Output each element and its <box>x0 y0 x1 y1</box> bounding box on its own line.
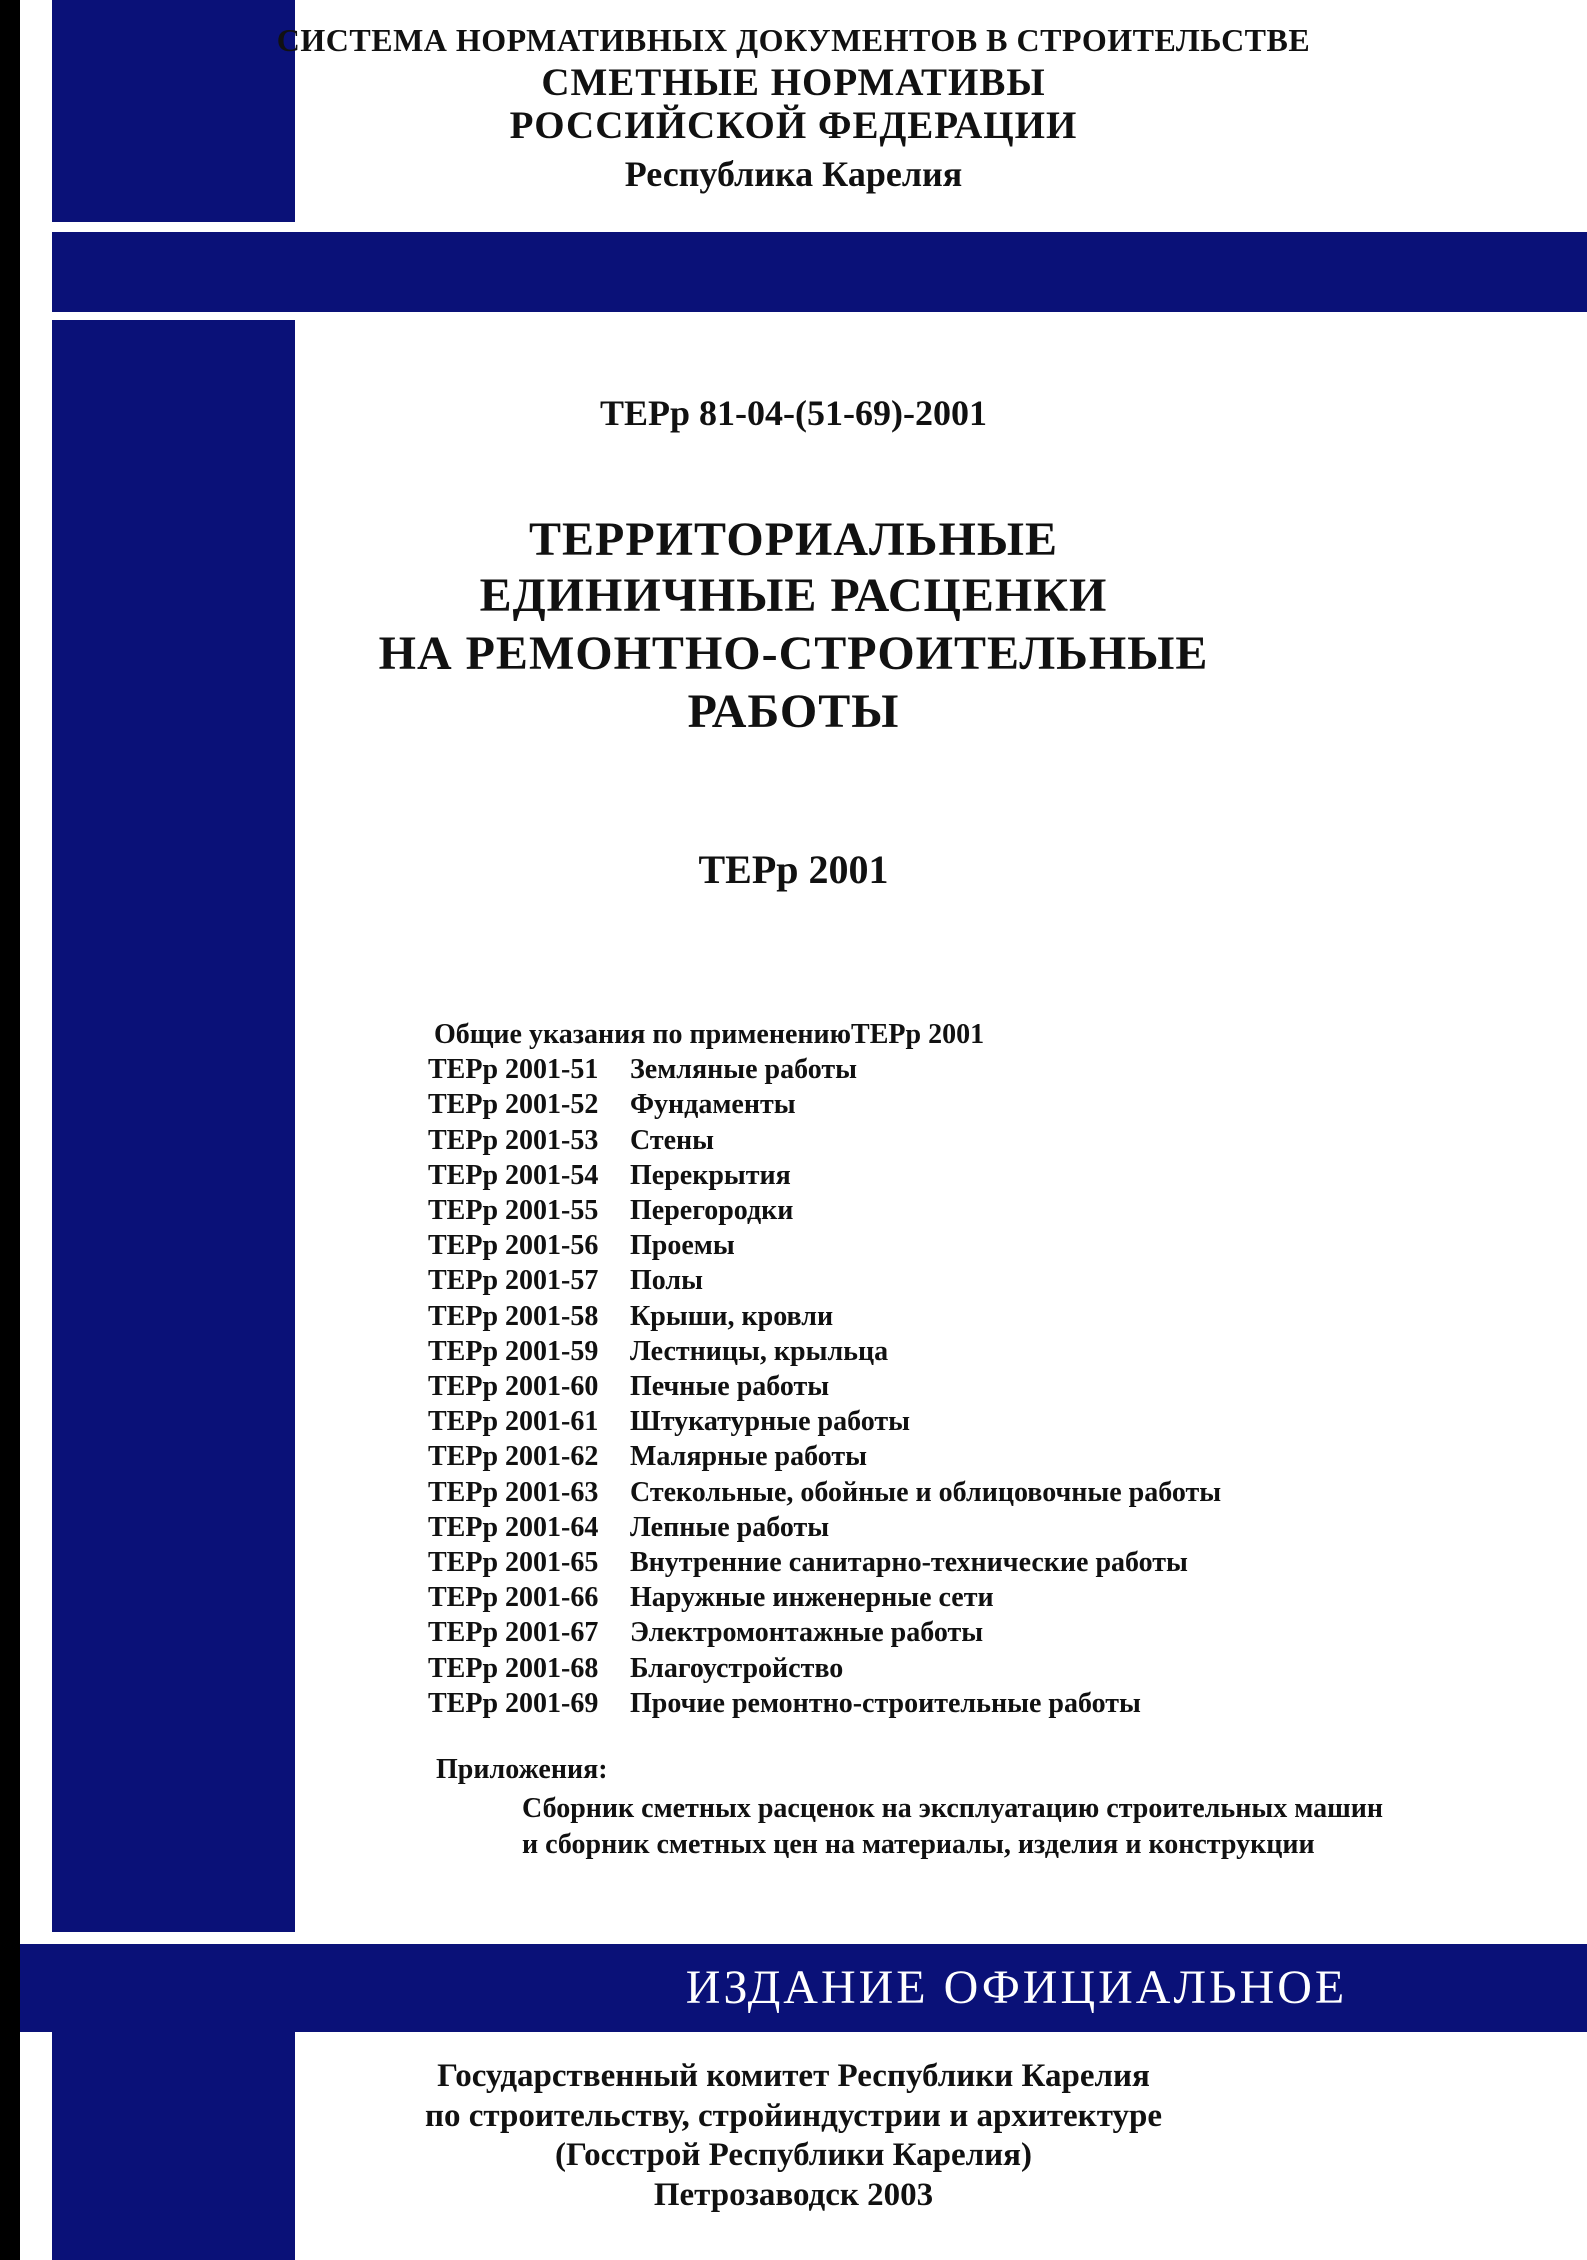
publisher-line-1: Государственный комитет Республики Карелия <box>437 2058 1150 2094</box>
publisher-line-4: Петрозаводск 2003 <box>653 2177 934 2213</box>
item-title: Лестницы, крыльца <box>630 1335 889 1367</box>
item-title: Фундаменты <box>630 1089 796 1121</box>
item-code: ТЕРр 2001-52 <box>428 1089 599 1121</box>
binding-edge <box>0 0 20 2260</box>
series-subtitle: СМЕТНЫЕ НОРМАТИВЫ <box>541 61 1046 104</box>
list-item <box>428 1052 1528 1087</box>
main-title-line-3: НА РЕМОНТНО-СТРОИТЕЛЬНЫЕ <box>378 627 1209 680</box>
contents-list <box>428 1017 1528 1721</box>
list-item <box>428 1369 1528 1404</box>
item-code: ТЕРр 2001-58 <box>428 1300 599 1332</box>
item-code: ТЕРр 2001-59 <box>428 1335 599 1367</box>
publisher-line-3: (Госстрой Республики Карелия) <box>555 2137 1032 2173</box>
official-edition-label: ИЗДАНИЕ ОФИЦИАЛЬНОЕ <box>685 1961 1348 2014</box>
list-item <box>428 1439 1528 1474</box>
item-title: Стекольные, обойные и облицовочные работы <box>630 1476 1222 1508</box>
series-country: РОССИЙСКОЙ ФЕДЕРАЦИИ <box>509 104 1078 147</box>
series-header <box>0 0 1587 222</box>
item-title: Стены <box>630 1124 715 1156</box>
list-item <box>428 1087 1528 1122</box>
short-code: ТЕРр 2001 <box>698 847 889 892</box>
item-code: ТЕРр 2001-64 <box>428 1511 599 1543</box>
list-item <box>428 1545 1528 1580</box>
item-title: Полы <box>630 1265 703 1297</box>
list-item <box>428 1299 1528 1334</box>
list-item <box>428 1510 1528 1545</box>
appendix-line-2: и сборник сметных цен на материалы, изделия и конструкции <box>522 1829 1315 1860</box>
list-item <box>428 1615 1528 1650</box>
official-edition-band <box>20 1944 1587 2032</box>
list-item <box>428 1404 1528 1439</box>
item-code: ТЕРр 2001-51 <box>428 1054 599 1086</box>
list-item <box>428 1123 1528 1158</box>
main-title-line-1: ТЕРРИТОРИАЛЬНЫЕ <box>528 513 1059 566</box>
main-title-line-2: ЕДИНИЧНЫЕ РАСЦЕНКИ <box>479 569 1108 622</box>
item-title: Наружные инженерные сети <box>630 1582 994 1614</box>
item-code: ТЕРр 2001-57 <box>428 1265 599 1297</box>
item-title: Лепные работы <box>630 1511 830 1543</box>
item-title: Перекрытия <box>630 1159 791 1191</box>
list-item <box>428 1334 1528 1369</box>
item-code: ТЕРр 2001-53 <box>428 1124 599 1156</box>
list-item <box>428 1651 1528 1686</box>
item-code: ТЕРр 2001-61 <box>428 1406 599 1438</box>
item-title: Благоустройство <box>630 1652 844 1684</box>
item-code: ТЕРр 2001-56 <box>428 1230 599 1262</box>
list-item <box>428 1158 1528 1193</box>
item-title: Печные работы <box>630 1371 830 1403</box>
publisher-line-2: по строительству, стройиндустрии и архитектуре <box>425 2098 1162 2134</box>
main-title-line-4: РАБОТЫ <box>687 685 900 738</box>
list-item <box>428 1193 1528 1228</box>
appendix-line-1: Сборник сметных расценок на эксплуатацию строительных машин <box>522 1793 1383 1824</box>
series-title: СИСТЕМА НОРМАТИВНЫХ ДОКУМЕНТОВ В СТРОИТЕЛЬСТВЕ <box>276 22 1311 58</box>
top-band <box>52 232 1587 312</box>
item-title: Внутренние санитарно-технические работы <box>630 1547 1188 1579</box>
list-item <box>428 1686 1528 1721</box>
item-code: ТЕРр 2001-66 <box>428 1582 599 1614</box>
item-title: Крыши, кровли <box>630 1300 834 1332</box>
document-code: ТЕРр 81-04-(51-69)-2001 <box>600 393 987 433</box>
series-region: Республика Карелия <box>624 154 963 194</box>
appendix-label: Приложения: <box>436 1754 608 1785</box>
item-code: ТЕРр 2001-63 <box>428 1476 599 1508</box>
list-item <box>428 1580 1528 1615</box>
item-code: ТЕРр 2001-68 <box>428 1652 599 1684</box>
item-title: Электромонтажные работы <box>630 1617 984 1649</box>
item-title: Земляные работы <box>630 1054 858 1086</box>
list-item <box>428 1475 1528 1510</box>
list-item <box>428 1263 1528 1298</box>
item-code: ТЕРр 2001-65 <box>428 1547 599 1579</box>
item-title: Малярные работы <box>630 1441 867 1473</box>
contents-intro: Общие указания по применениюТЕРр 2001 <box>434 1019 985 1050</box>
list-item <box>428 1228 1528 1263</box>
item-code: ТЕРр 2001-67 <box>428 1617 599 1649</box>
item-title: Перегородки <box>630 1195 794 1227</box>
item-code: ТЕРр 2001-69 <box>428 1687 599 1719</box>
item-code: ТЕРр 2001-62 <box>428 1441 599 1473</box>
item-title: Проемы <box>630 1230 735 1262</box>
item-code: ТЕРр 2001-54 <box>428 1159 599 1191</box>
item-code: ТЕРр 2001-60 <box>428 1371 599 1403</box>
item-title: Штукатурные работы <box>630 1406 910 1438</box>
item-title: Прочие ремонтно-строительные работы <box>630 1687 1141 1719</box>
item-code: ТЕРр 2001-55 <box>428 1195 599 1227</box>
